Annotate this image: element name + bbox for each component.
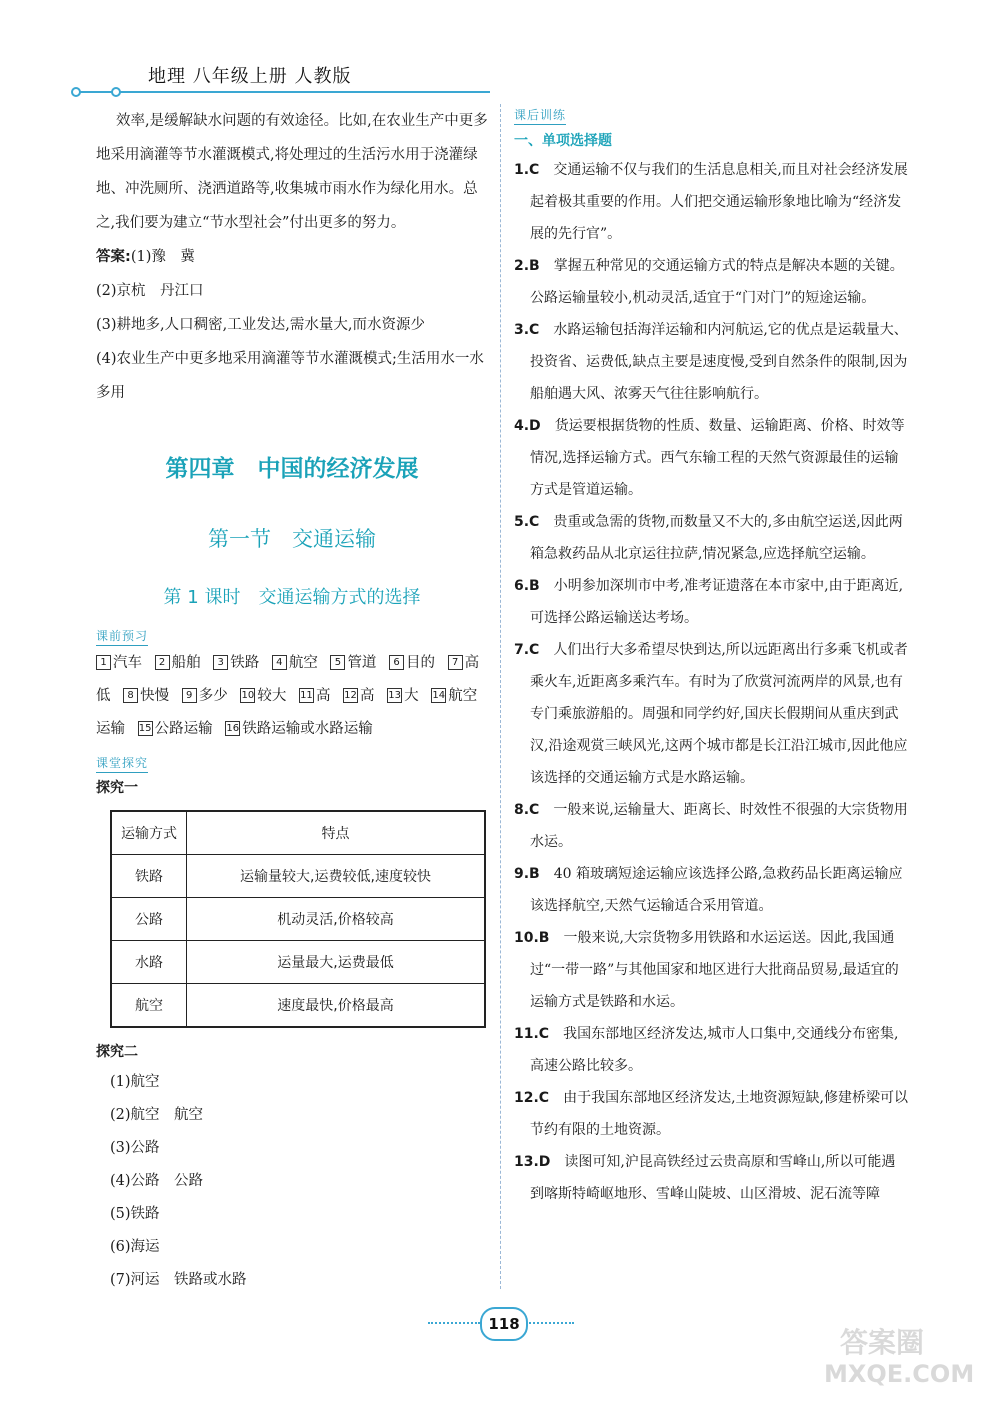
preview-item xyxy=(138,721,213,737)
question-explanation: 一般来说,大宗货物多用铁路和水运运送。因此,我国通过“一带一路”与其他国家和地区进行大批商品贸易,最适宜的运输方式是铁路和水运。 xyxy=(530,930,899,1010)
preview-answer: 高 xyxy=(360,688,375,704)
table-cell: 运量最大,运费最低 xyxy=(187,941,486,984)
watermark-logo xyxy=(820,1318,990,1388)
preview-item xyxy=(96,655,142,671)
chapter-title: 第四章 中国的经济发展 xyxy=(165,456,419,482)
question-item xyxy=(514,634,908,794)
section-title: 第一节 交通运输 xyxy=(208,527,376,551)
watermark-bottom: MXQE.COM xyxy=(824,1360,975,1388)
table-header-cell: 特点 xyxy=(187,811,486,855)
preview-item xyxy=(272,655,318,671)
column-divider xyxy=(500,104,501,1289)
table-row xyxy=(111,941,485,984)
question-item xyxy=(514,794,908,858)
preview-answer: 较大 xyxy=(257,688,287,704)
preview-answer: 目的 xyxy=(406,655,436,671)
question-explanation: 40 箱玻璃短途运输应该选择公路,急救药品长距离运输应该选择航空,天然气运输适合采用管道。 xyxy=(530,866,903,914)
explore-two-item: (1)航空 xyxy=(110,1074,160,1090)
item-number-box: 10 xyxy=(241,690,255,701)
watermark-top: 答案圈 xyxy=(840,1326,925,1359)
question-answer-key: 4.D xyxy=(514,418,541,434)
question-answer-key: 13.D xyxy=(514,1154,551,1170)
question-explanation: 贵重或急需的货物,而数量又不大的,多由航空运送,因此两箱急救药品从北京运往拉萨,情况紧急,应选择航空运输。 xyxy=(530,514,903,562)
question-explanation: 一般来说,运输量大、距离长、时效性不很强的大宗货物用水运。 xyxy=(530,802,908,850)
table-row xyxy=(111,984,485,1028)
item-number-box: 16 xyxy=(226,723,240,734)
question-item xyxy=(514,314,908,410)
question-explanation: 货运要根据货物的性质、数量、运输距离、价格、时效等情况,选择运输方式。西气东输工程的天然气资源最佳的运输方式是管道运输。 xyxy=(530,418,905,498)
preview-tag: 课前预习 xyxy=(96,628,148,646)
explore-two-item: (2)航空 航空 xyxy=(110,1107,204,1123)
item-number-box: 3 xyxy=(213,655,228,670)
question-item xyxy=(514,250,908,314)
table-cell: 铁路 xyxy=(111,855,187,898)
preview-answers xyxy=(96,647,488,746)
question-answer-key: 11.C xyxy=(514,1026,550,1042)
question-explanation: 读图可知,沪昆高铁经过云贵高原和雪峰山,所以可能遇到喀斯特崎岖地形、雪峰山陡坡、山区滑坡、泥石流等障 xyxy=(530,1154,896,1202)
preview-answer: 管道 xyxy=(347,655,377,671)
preview-answer: 汽车 xyxy=(113,655,142,671)
question-answer-key: 5.C xyxy=(514,514,540,530)
question-answer-key: 6.B xyxy=(514,578,540,594)
explore-two-item: (7)河运 铁路或水路 xyxy=(110,1272,247,1288)
answer-label: 答案: xyxy=(96,249,131,265)
question-answer-key: 7.C xyxy=(514,642,540,658)
preview-answer: 高低 xyxy=(96,655,480,704)
explore-tag: 课堂探究 xyxy=(96,755,148,773)
table-cell: 速度最快,价格最高 xyxy=(187,984,486,1028)
header-title: 地理 八年级上册 人教版 xyxy=(148,66,352,87)
preview-item xyxy=(389,655,435,671)
table-cell: 航空 xyxy=(111,984,187,1028)
preview-answer: 公路运输 xyxy=(154,721,213,737)
preview-item xyxy=(299,688,331,704)
footer-dots-right xyxy=(526,1322,574,1326)
table-cell: 公路 xyxy=(111,898,187,941)
question-explanation: 掌握五种常见的交通运输方式的特点是解决本题的关键。公路运输量较小,机动灵活,适宜于“门对门”的短途运输。 xyxy=(530,258,904,306)
explore-two-item: (5)铁路 xyxy=(110,1206,160,1222)
table-header-row xyxy=(111,811,485,855)
preview-item xyxy=(213,655,259,671)
question-explanation: 由于我国东部地区经济发达,土地资源短缺,修建桥梁可以节约有限的土地资源。 xyxy=(530,1090,908,1138)
footer-dots-left xyxy=(428,1322,480,1326)
item-number-box: 5 xyxy=(330,655,345,670)
table-cell: 水路 xyxy=(111,941,187,984)
intro-paragraph: 效率,是缓解缺水问题的有效途径。比如,在农业生产中更多地采用滴灌等节水灌溉模式,将处理过的生活污水用于浇灌绿地、冲洗厕所、浇洒道路等,收集城市雨水作为绿化用水。总之,我们要为建立“节水型社会”付出更多的努力。 xyxy=(96,113,488,231)
preview-answer: 船舶 xyxy=(171,655,201,671)
item-number-box: 7 xyxy=(448,655,463,670)
preview-item xyxy=(240,688,286,704)
preview-item xyxy=(343,688,375,704)
header-rule xyxy=(70,91,490,93)
transport-table xyxy=(110,810,486,1028)
preview-answer: 铁路 xyxy=(230,655,260,671)
question-item xyxy=(514,922,908,1018)
preview-item xyxy=(155,655,201,671)
question-explanation: 人们出行大多希望尽快到达,所以远距离出行多乘飞机或者乘火车,近距离多乘汽车。有时为了欣赏河流两岸的风景,也有专门乘旅游船的。周强和同学约好,国庆长假期间从重庆到武汉,沿途观赏三峡风光,这两个城市都是长江沿江城市,因此他应该选择的交通运输方式是水路运输。 xyxy=(530,642,908,786)
multiple-choice-heading: 一、单项选择题 xyxy=(514,133,612,149)
question-item xyxy=(514,154,908,250)
table-header-cell: 运输方式 xyxy=(111,811,187,855)
question-list xyxy=(514,154,908,1210)
page-number: 118 xyxy=(480,1307,528,1341)
item-number-box: 12 xyxy=(344,690,357,701)
preview-answer: 大 xyxy=(404,688,419,704)
question-item xyxy=(514,1082,908,1146)
item-number-box: 14 xyxy=(432,690,446,701)
answer-line-1 xyxy=(96,240,488,274)
question-answer-key: 8.C xyxy=(514,802,540,818)
right-column xyxy=(514,104,908,1210)
preview-answer: 高 xyxy=(315,688,331,704)
question-explanation: 我国东部地区经济发达,城市人口集中,交通线分布密集,高速公路比较多。 xyxy=(530,1026,899,1074)
question-item xyxy=(514,1018,908,1082)
preview-answer: 航空 xyxy=(288,655,318,671)
answer-2: (2)京杭 丹江口 xyxy=(96,283,204,299)
item-number-box: 1 xyxy=(96,655,111,670)
explore-two-item: (3)公路 xyxy=(110,1140,160,1156)
item-number-box: 11 xyxy=(300,690,313,701)
explore-two-item: (6)海运 xyxy=(110,1239,160,1255)
explore-two-heading: 探究二 xyxy=(96,1044,138,1060)
preview-answer: 铁路运输或水路运输 xyxy=(242,721,373,737)
question-answer-key: 9.B xyxy=(514,866,540,882)
question-item xyxy=(514,506,908,570)
question-explanation: 交通运输不仅与我们的生活息息相关,而且对社会经济发展起着极其重要的作用。人们把交通运输形象地比喻为“经济发展的先行官”。 xyxy=(530,162,908,242)
item-number-box: 13 xyxy=(388,690,402,701)
question-answer-key: 1.C xyxy=(514,162,540,178)
answer-1: (1)豫 冀 xyxy=(130,249,195,265)
preview-item xyxy=(387,688,419,704)
question-item xyxy=(514,858,908,922)
item-number-box: 2 xyxy=(155,655,170,670)
table-cell: 机动灵活,价格较高 xyxy=(187,898,486,941)
question-answer-key: 3.C xyxy=(514,322,540,338)
explore-one-heading: 探究一 xyxy=(96,780,138,796)
question-answer-key: 12.C xyxy=(514,1090,550,1106)
training-tag: 课后训练 xyxy=(514,107,566,125)
preview-item xyxy=(182,688,228,704)
question-item xyxy=(514,570,908,634)
item-number-box: 6 xyxy=(389,655,404,670)
table-row xyxy=(111,855,485,898)
preview-item xyxy=(225,721,373,737)
question-explanation: 水路运输包括海洋运输和内河航运,它的优点是运载量大、投资省、运费低,缺点主要是速度慢,受到自然条件的限制,因为船舶遇大风、浓雾天气往往影响航行。 xyxy=(530,322,908,402)
table-cell: 运输量较大,运费较低,速度较快 xyxy=(187,855,486,898)
question-answer-key: 10.B xyxy=(514,930,550,946)
question-explanation: 小明参加深圳市中考,准考证遗落在本市家中,由于距离近,可选择公路运输送达考场。 xyxy=(530,578,904,626)
item-number-box: 4 xyxy=(272,655,287,670)
table-row xyxy=(111,898,485,941)
preview-answer: 快慢 xyxy=(140,688,170,704)
answer-4: (4)农业生产中更多地采用滴灌等节水灌溉模式;生活用水一水多用 xyxy=(96,351,484,401)
item-number-box: 8 xyxy=(123,688,138,703)
item-number-box: 9 xyxy=(182,688,197,703)
answer-3: (3)耕地多,人口稠密,工业发达,需水量大,而水资源少 xyxy=(96,317,425,333)
question-item xyxy=(514,1146,908,1210)
explore-two-item: (4)公路 公路 xyxy=(110,1173,204,1189)
preview-item xyxy=(123,688,169,704)
preview-answer: 航空运输 xyxy=(96,688,478,737)
left-column xyxy=(96,104,488,1297)
preview-answer: 多少 xyxy=(198,688,228,704)
lesson-title: 第 1 课时 交通运输方式的选择 xyxy=(163,587,421,608)
preview-item xyxy=(330,655,376,671)
question-answer-key: 2.B xyxy=(514,258,540,274)
question-item xyxy=(514,410,908,506)
item-number-box: 15 xyxy=(138,723,152,734)
